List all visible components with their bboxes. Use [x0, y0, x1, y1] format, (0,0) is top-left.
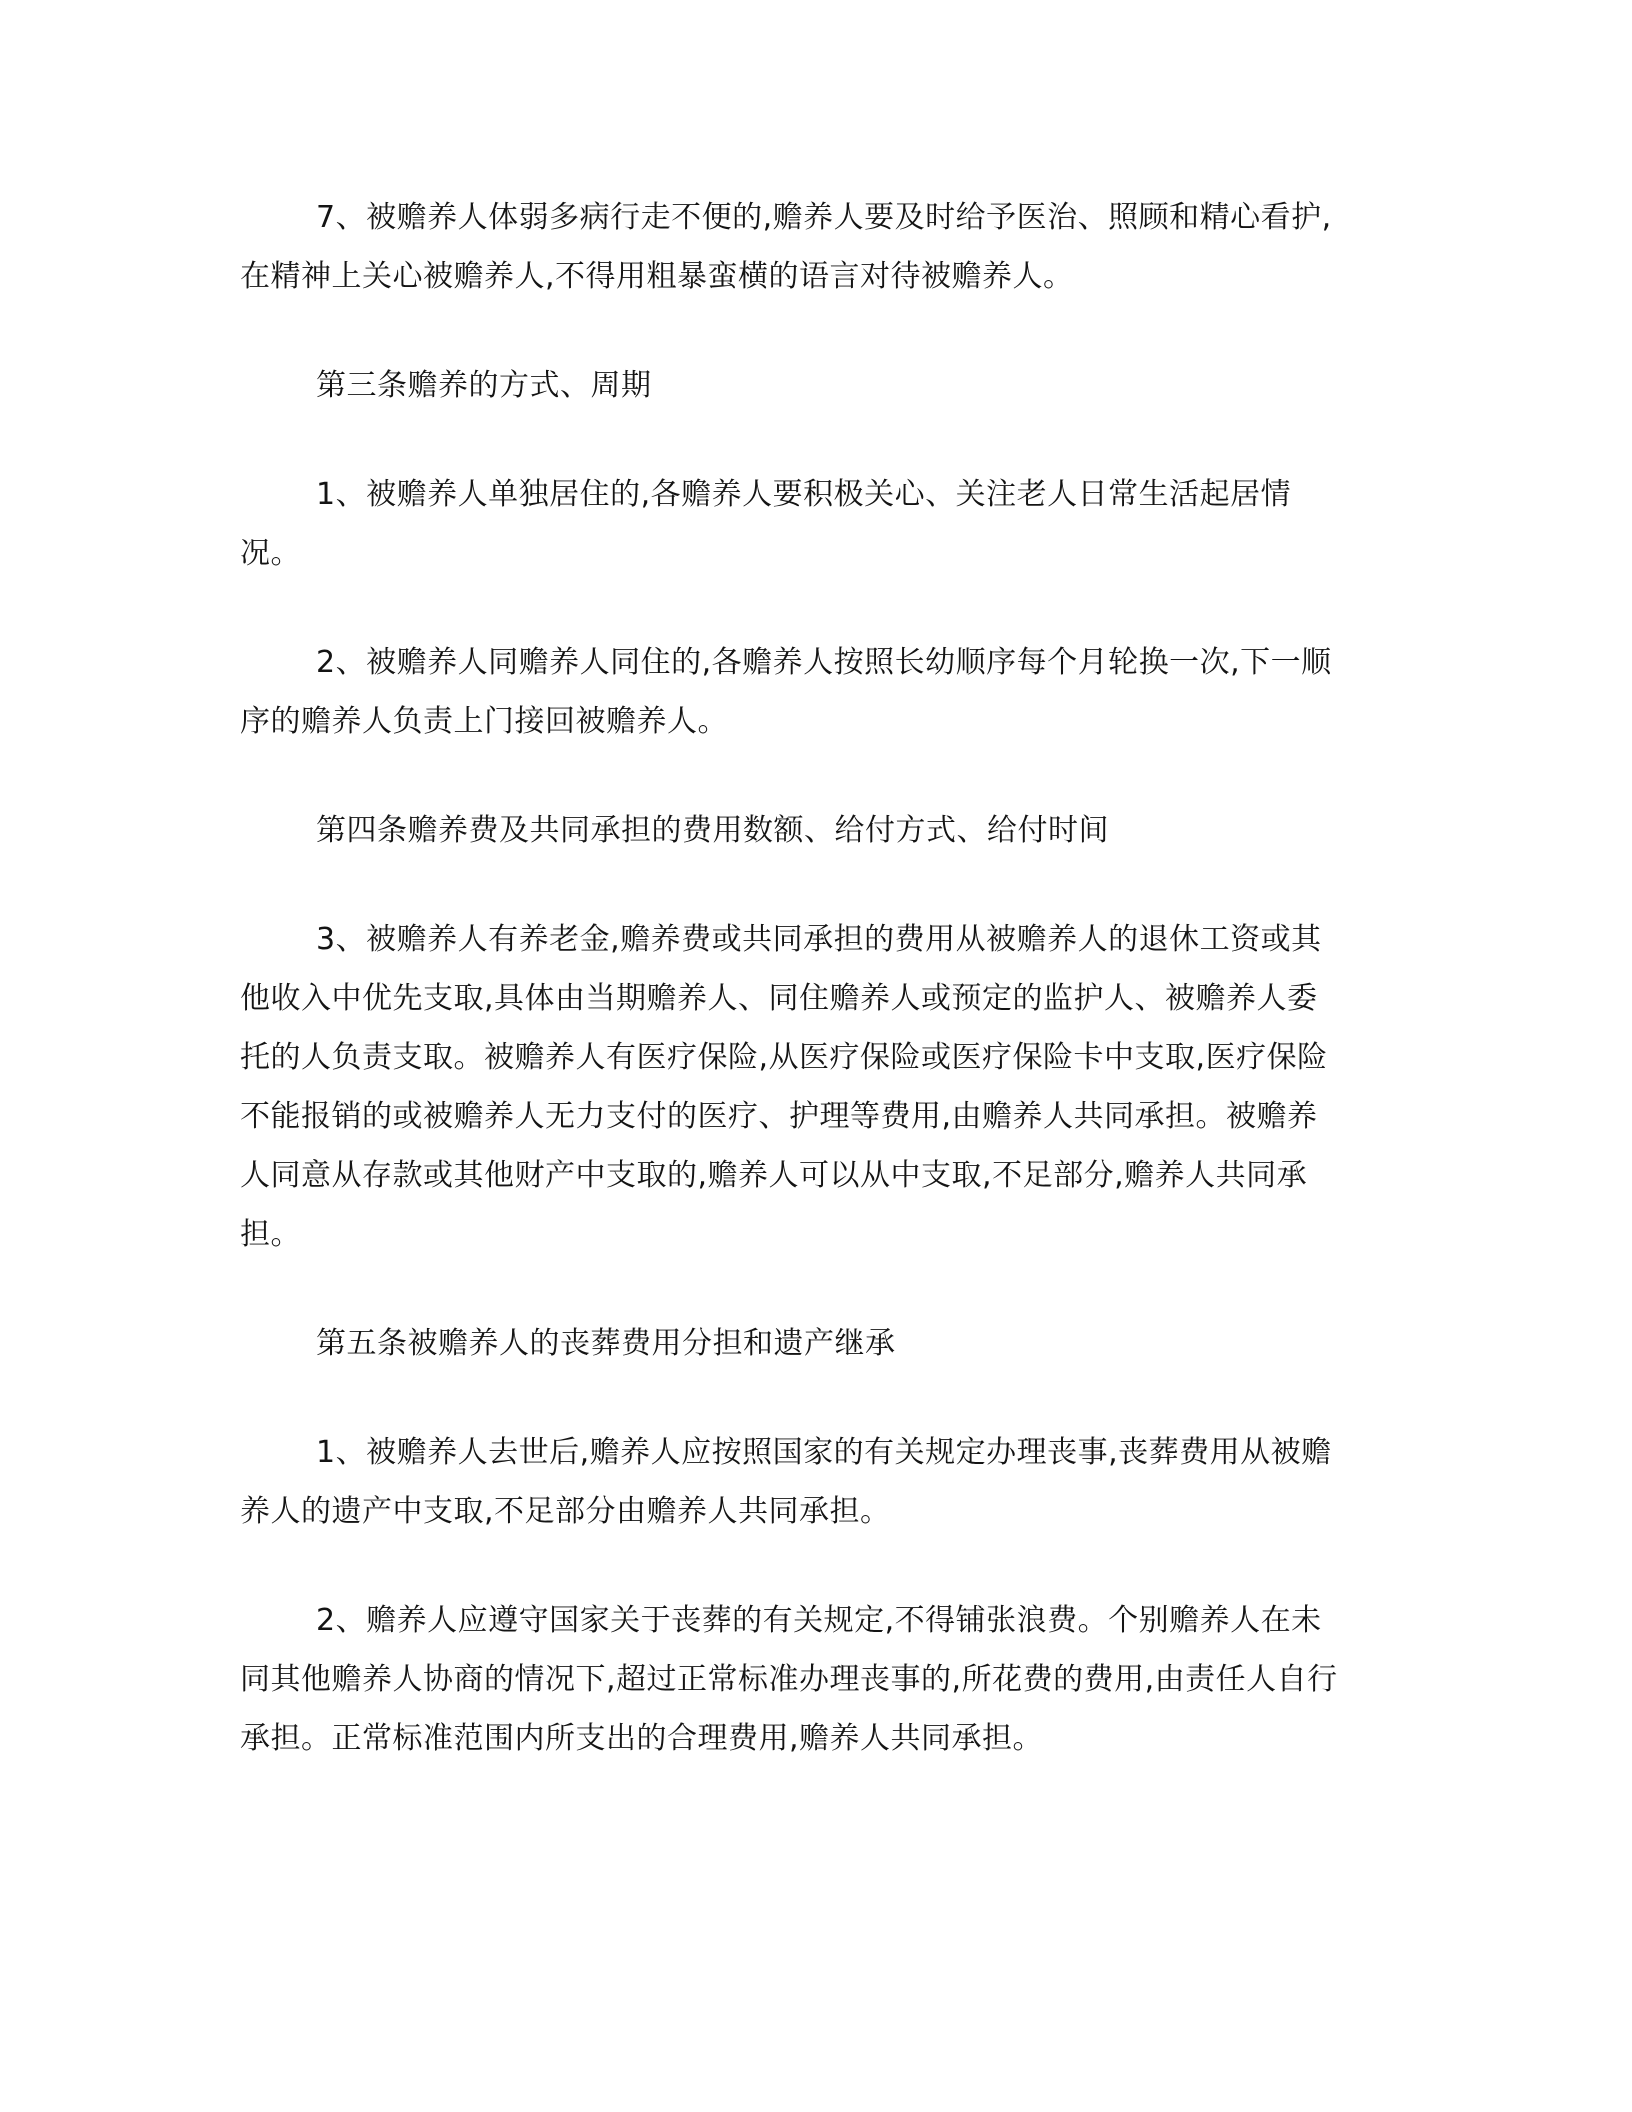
heading-text: 第三条赡养的方式、周期 — [316, 368, 652, 403]
text-line: 在精神上关心被赡养人,不得用粗暴蛮横的语言对待被赡养人。 — [240, 259, 1074, 294]
paragraph-item-3-pension — [240, 910, 1385, 1264]
paragraph-item-2-living-together — [240, 633, 1385, 751]
section-heading-article-4 — [240, 801, 1385, 860]
text-line: 1、被赡养人去世后,赡养人应按照国家的有关规定办理丧事,丧葬费用从被赡 — [316, 1435, 1332, 1470]
text-line: 同其他赡养人协商的情况下,超过正常标准办理丧事的,所花费的费用,由责任人自行 — [240, 1662, 1338, 1697]
paragraph-item-1-funeral — [240, 1423, 1385, 1541]
text-line: 2、被赡养人同赡养人同住的,各赡养人按照长幼顺序每个月轮换一次,下一顺 — [316, 645, 1332, 680]
text-line: 1、被赡养人单独居住的,各赡养人要积极关心、关注老人日常生活起居情 — [316, 477, 1292, 512]
section-heading-article-3 — [240, 356, 1385, 415]
section-heading-article-5 — [240, 1314, 1385, 1373]
paragraph-item-1-living-alone — [240, 465, 1385, 583]
paragraph-item-2-funeral-rules — [240, 1591, 1385, 1768]
text-line: 他收入中优先支取,具体由当期赡养人、同住赡养人或预定的监护人、被赡养人委 — [240, 981, 1318, 1016]
text-line: 7、被赡养人体弱多病行走不便的,赡养人要及时给予医治、照顾和精心看护, — [316, 200, 1332, 235]
text-line: 承担。正常标准范围内所支出的合理费用,赡养人共同承担。 — [240, 1721, 1044, 1756]
text-line: 况。 — [240, 536, 301, 571]
text-line: 序的赡养人负责上门接回被赡养人。 — [240, 704, 728, 739]
text-line: 2、赡养人应遵守国家关于丧葬的有关规定,不得铺张浪费。个别赡养人在未 — [316, 1603, 1322, 1638]
text-line: 托的人负责支取。被赡养人有医疗保险,从医疗保险或医疗保险卡中支取,医疗保险 — [240, 1040, 1328, 1075]
text-line: 养人的遗产中支取,不足部分由赡养人共同承担。 — [240, 1494, 891, 1529]
text-line: 3、被赡养人有养老金,赡养费或共同承担的费用从被赡养人的退休工资或其 — [316, 922, 1322, 957]
document-body — [240, 188, 1385, 1818]
text-line: 人同意从存款或其他财产中支取的,赡养人可以从中支取,不足部分,赡养人共同承 — [240, 1158, 1308, 1193]
heading-text: 第五条被赡养人的丧葬费用分担和遗产继承 — [316, 1326, 896, 1361]
paragraph-item-7 — [240, 188, 1385, 306]
heading-text: 第四条赡养费及共同承担的费用数额、给付方式、给付时间 — [316, 813, 1109, 848]
text-line: 不能报销的或被赡养人无力支付的医疗、护理等费用,由赡养人共同承担。被赡养 — [240, 1099, 1318, 1134]
text-line: 担。 — [240, 1217, 301, 1252]
